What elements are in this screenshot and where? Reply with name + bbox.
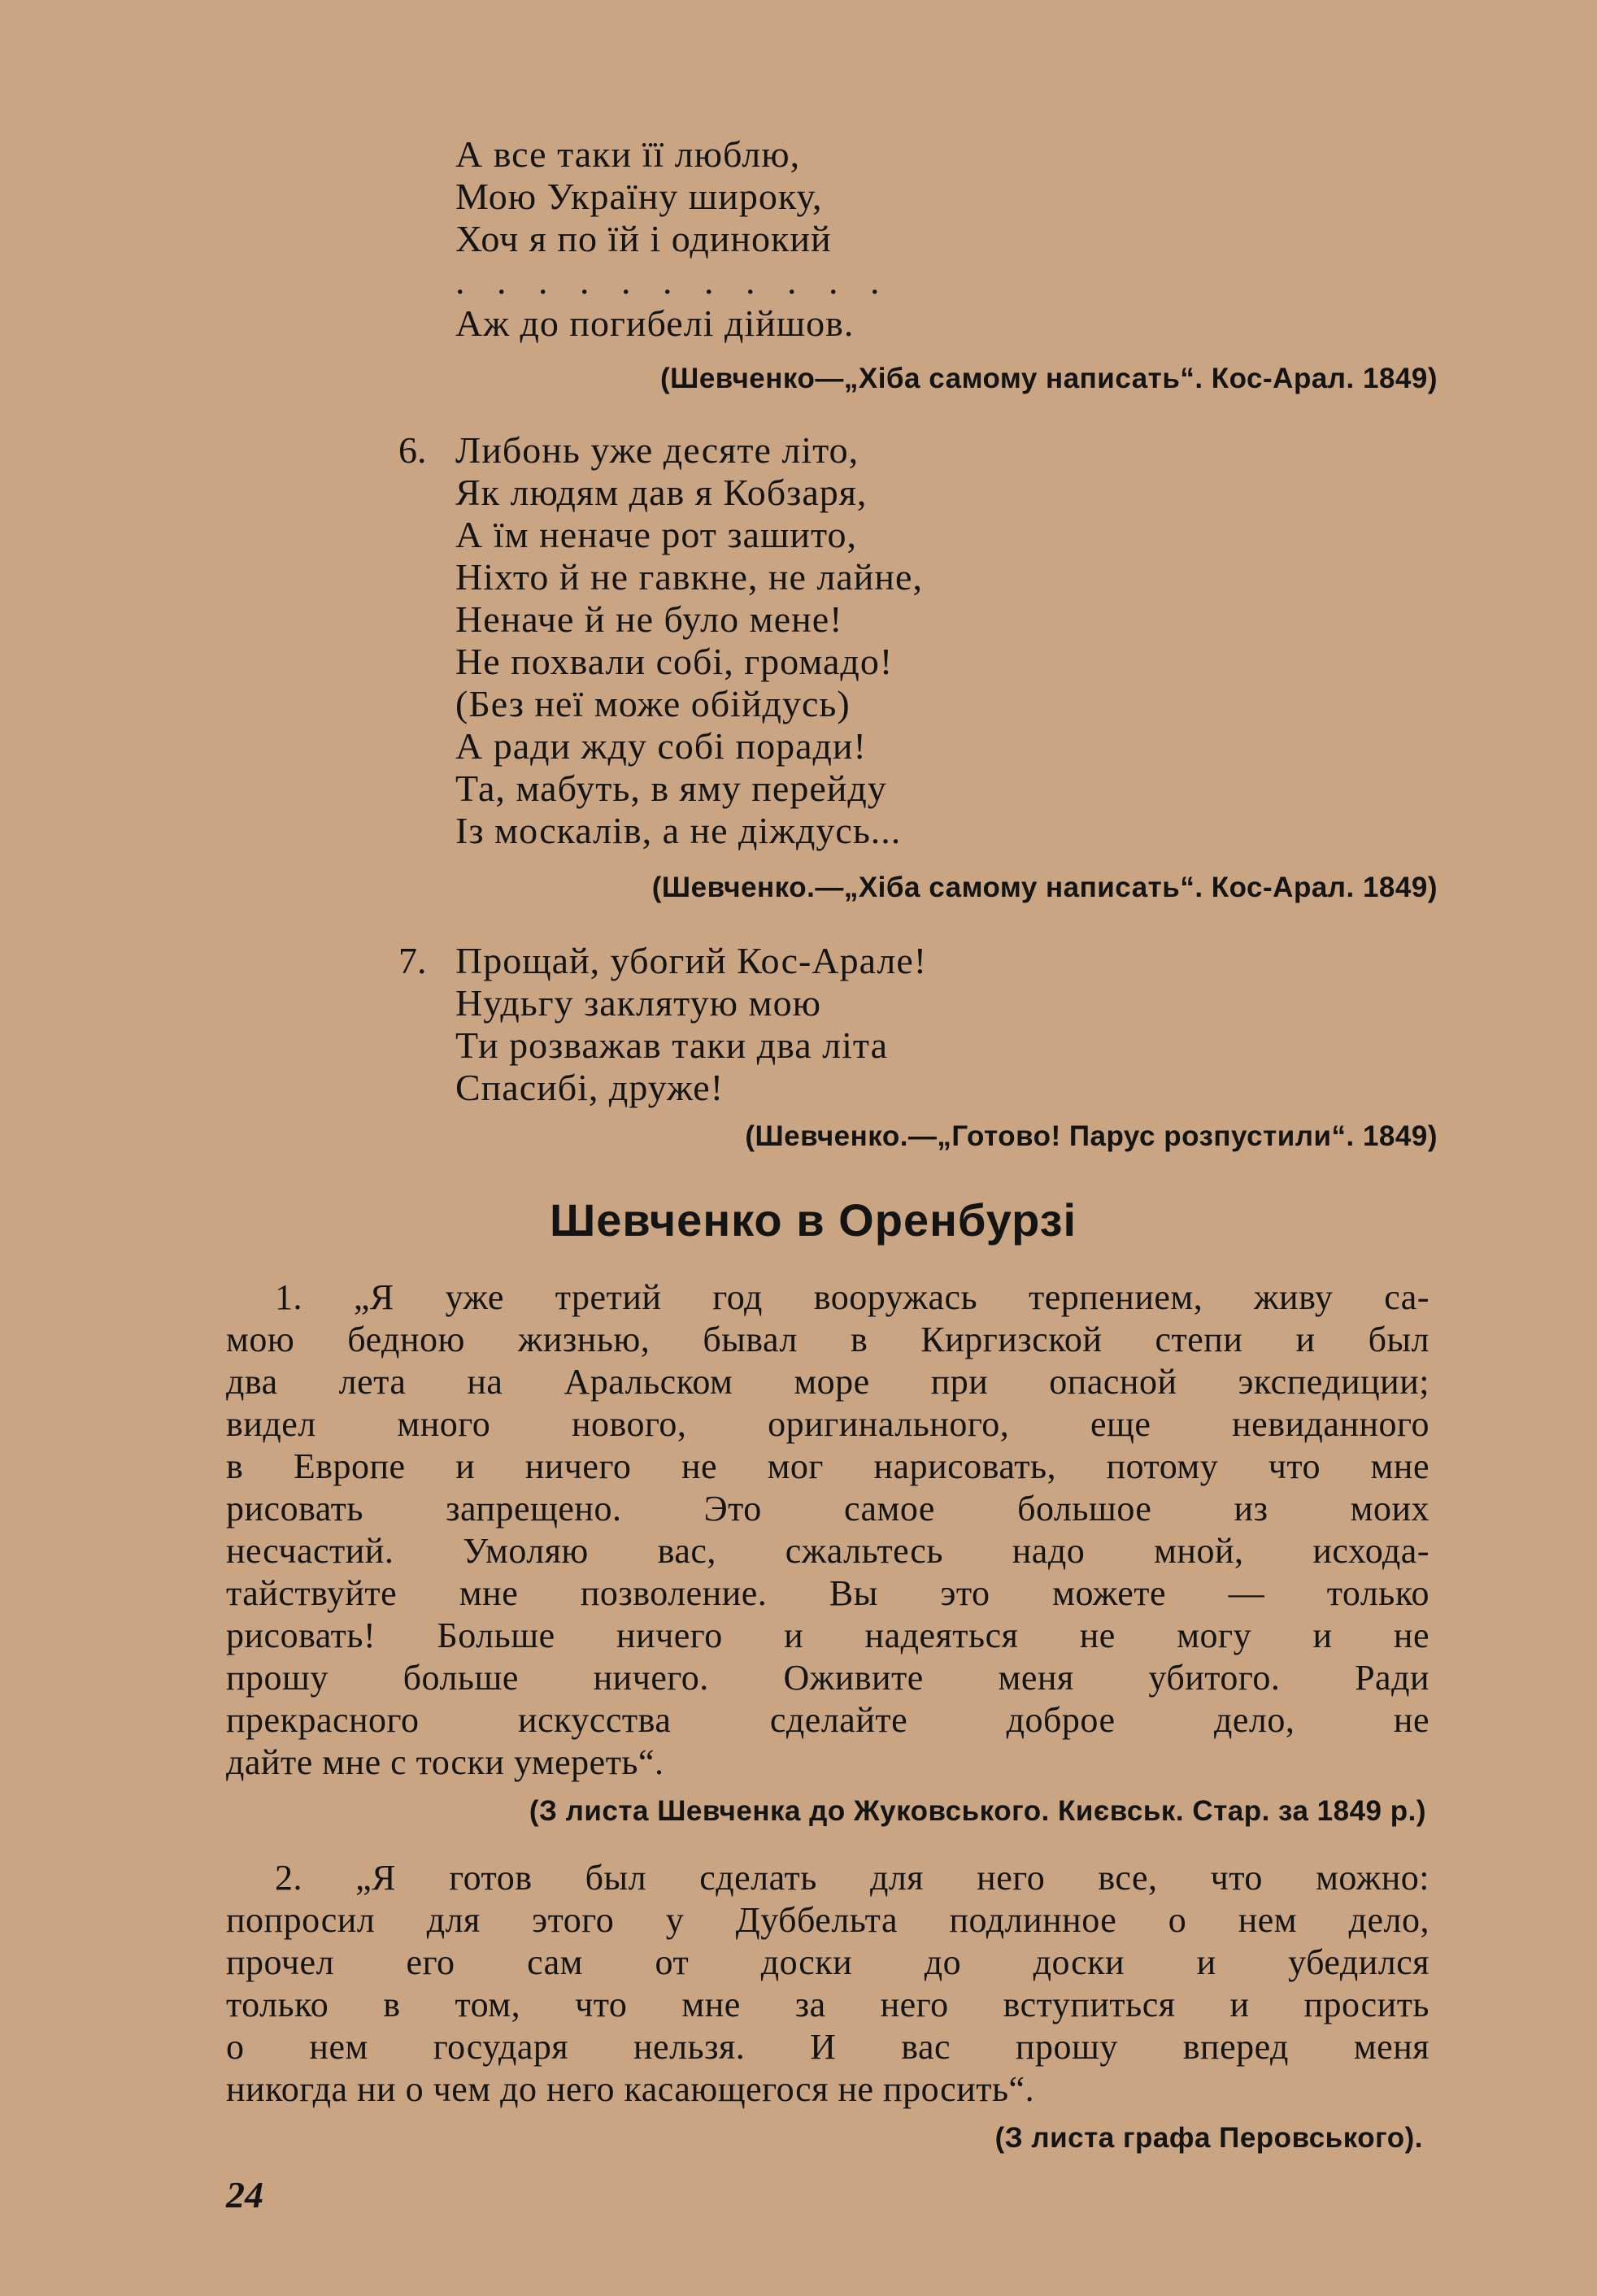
prose-line: рисовать! Больше ничего и надеяться не могу и не <box>226 1615 1429 1655</box>
prose-paragraph-1 <box>226 1276 1429 1784</box>
verse-line: Прощай, убогий Кос-Арале! <box>455 940 928 981</box>
citation: (З листа Шевченка до Жуковського. Києвськ. Стар. за 1849 р.) <box>529 1795 1426 1827</box>
ellipsis-line: . . . . . . . . . . . <box>455 260 891 302</box>
prose-line: попросил для этого у Дуббельта подлинное о нем дело, <box>226 1900 1429 1940</box>
section-heading: Шевченко в Оренбурзі <box>549 1194 1077 1246</box>
prose-line: мою бедною жизнью, бывал в Киргизской степи и был <box>226 1320 1429 1359</box>
verse-line: Аж до погибелі дійшов. <box>455 302 855 344</box>
verse-line: Либонь уже десяте літо, <box>455 429 859 471</box>
prose-line: два лета на Аральском море при опасной экспедиции; <box>226 1362 1429 1402</box>
verse-line: Мою Україну широку, <box>455 176 823 217</box>
verse-line: Спасибі, друже! <box>455 1067 725 1108</box>
verse-line: А ради жду собі поради! <box>455 725 867 767</box>
prose-line: в Европе и ничего не мог нарисовать, потому что мне <box>226 1446 1429 1486</box>
prose-line: прекрасного искусства сделайте доброе дело, не <box>226 1700 1429 1740</box>
verse-fragment-top <box>455 133 891 345</box>
prose-line: дайте мне с тоски умереть“. <box>226 1742 664 1782</box>
citation: (Шевченко.—„Готово! Парус розпустили“. 1849) <box>745 1120 1438 1152</box>
verse-6 <box>398 429 923 852</box>
verse-line: Хоч я по їй і одинокий <box>455 218 832 259</box>
verse-line: (Без неї може обійдусь) <box>455 683 851 724</box>
verse-line: Як людям дав я Кобзаря, <box>455 472 868 513</box>
verse-line: А все таки її люблю, <box>455 133 801 175</box>
citation: (З листа графа Перовського). <box>994 2122 1423 2154</box>
prose-line: прошу больше ничего. Оживите меня убитого. Ради <box>226 1658 1429 1698</box>
verse-number: 6. <box>398 429 427 471</box>
prose-line: 2. „Я готов был сделать для него все, что можно: <box>275 1858 1429 1898</box>
prose-line: только в том, что мне за него вступиться и просить <box>226 1985 1429 2024</box>
prose-line: видел много нового, оригинального, еще невиданного <box>226 1404 1429 1444</box>
verse-line: Не похвали собі, громадо! <box>455 641 894 682</box>
citation: (Шевченко—„Хіба самому написать“. Кос-Арал. 1849) <box>660 363 1438 394</box>
prose-line: несчастий. Умоляю вас, сжальтесь надо мной, исхода- <box>226 1531 1429 1571</box>
prose-line: 1. „Я уже третий год вооружась терпением, живу са- <box>275 1277 1429 1317</box>
citation: (Шевченко.—„Хіба самому написать“. Кос-Арал. 1849) <box>651 872 1438 903</box>
page-number: 24 <box>226 2174 263 2216</box>
prose-line: прочел его сам от доски до доски и убедился <box>226 1942 1429 1982</box>
prose-paragraph-2 <box>226 1857 1429 2111</box>
verse-number: 7. <box>398 940 427 981</box>
verse-line: Ніхто й не гавкне, не лайне, <box>455 556 923 598</box>
prose-line: никогда ни о чем до него касающегося не просить“. <box>226 2069 1035 2109</box>
verse-line: Нудьгу заклятую мою <box>455 982 821 1024</box>
verse-line: Та, мабуть, в яму перейду <box>455 768 887 809</box>
prose-line: рисовать запрещено. Это самое большое из моих <box>226 1489 1429 1528</box>
verse-line: Із москалів, а не діждусь... <box>455 810 902 851</box>
prose-line: о нем государя нельзя. И вас прошу вперед меня <box>226 2027 1429 2067</box>
verse-7 <box>398 940 928 1109</box>
prose-line: тайствуйте мне позволение. Вы это можете — только <box>226 1573 1429 1613</box>
verse-line: Ти розважав таки два літа <box>455 1024 888 1066</box>
verse-line: Неначе й не було мене! <box>455 598 843 640</box>
verse-line: А їм неначе рот зашито, <box>455 514 858 555</box>
